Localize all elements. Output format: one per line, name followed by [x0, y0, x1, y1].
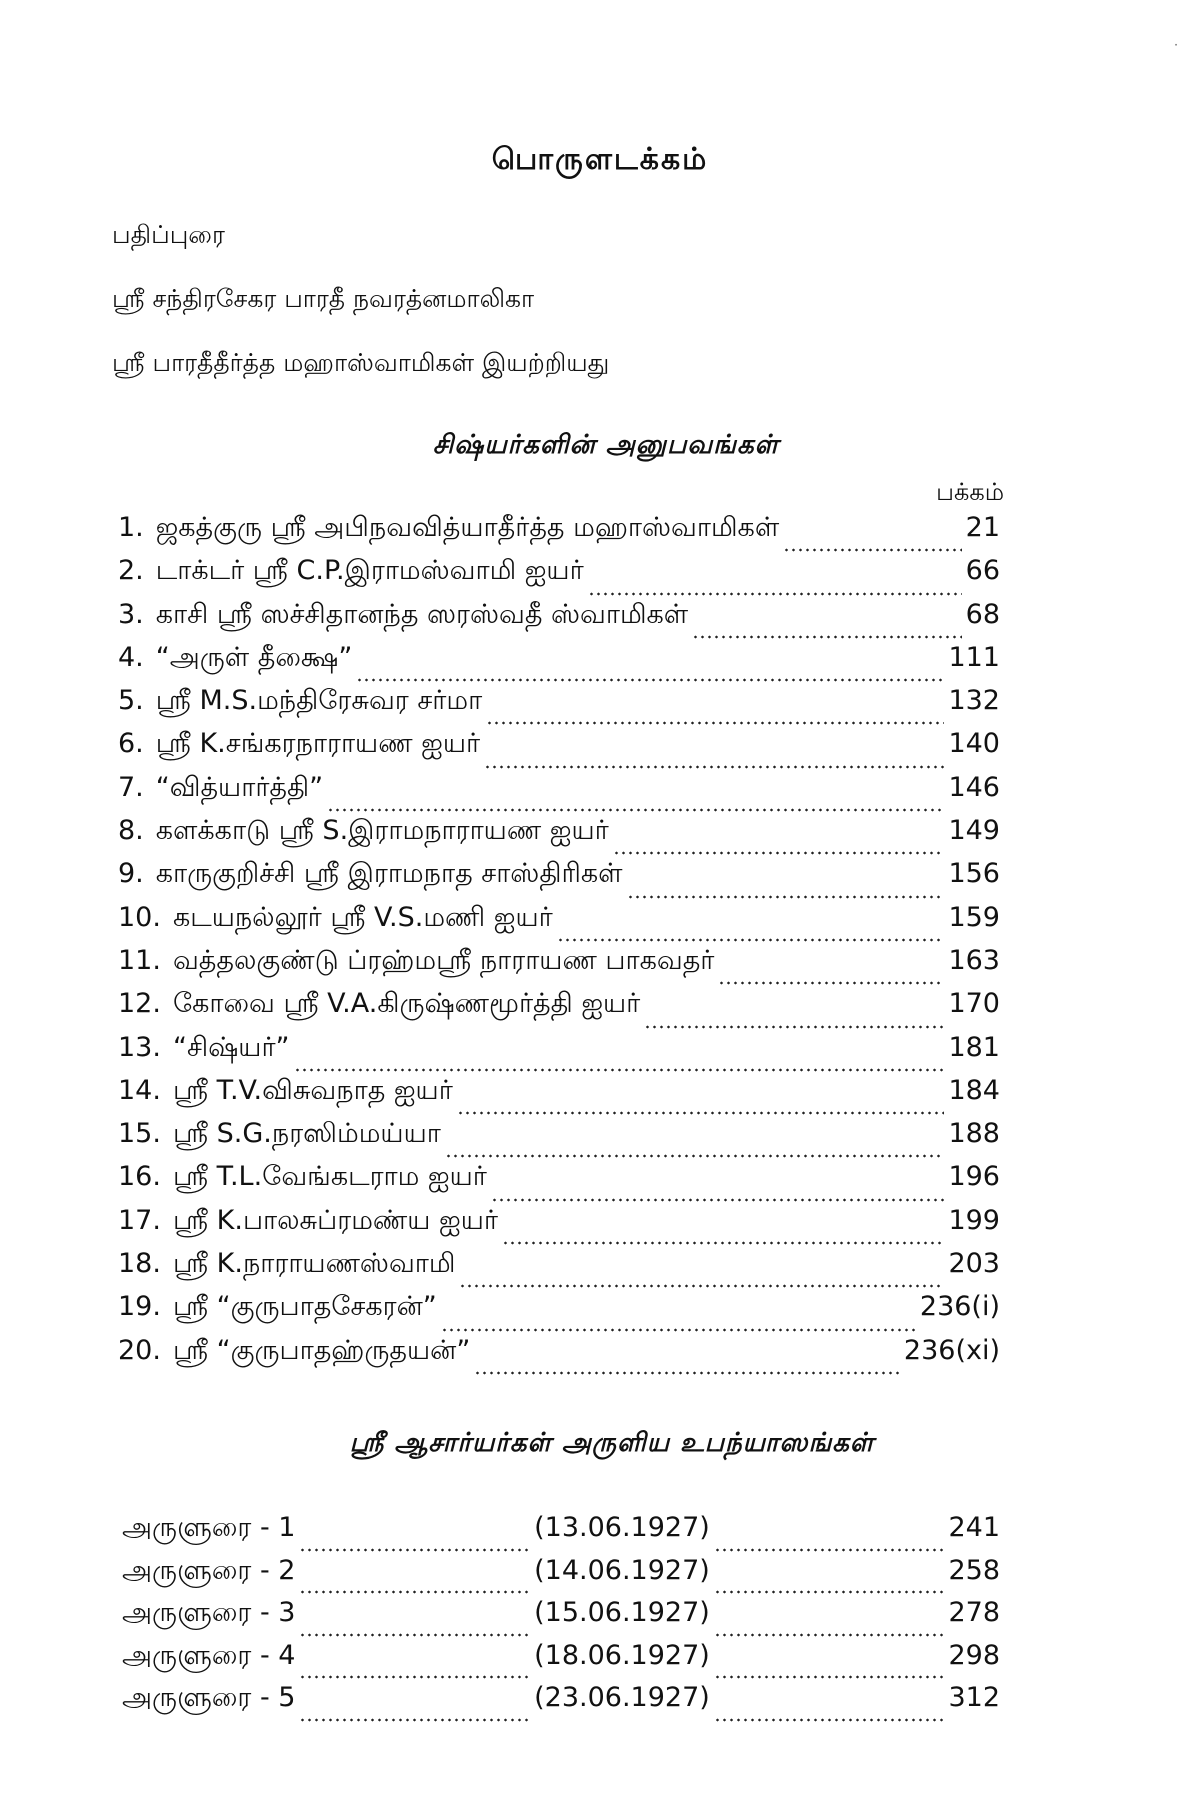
- discourse-list: [122, 1512, 1000, 1725]
- dot-leader: [441, 1313, 916, 1333]
- toc-entry: [118, 902, 1000, 945]
- discourse-page: 298: [948, 1639, 1001, 1671]
- toc-entry-number: 12.: [118, 988, 161, 1020]
- dot-leader: [627, 880, 945, 900]
- toc-entry-title: ஸ்ரீ T.L.வேங்கடராம ஐயர்: [172, 1161, 487, 1193]
- dot-leader: [714, 1575, 945, 1595]
- toc-entry: [118, 1161, 1000, 1204]
- section-heading-discourses: ஸ்ரீ ஆசார்யர்கள் அருளிய உபந்யாஸங்கள்: [349, 1428, 875, 1458]
- toc-entry-page: 66: [965, 555, 1000, 587]
- toc-entry-number: 8.: [118, 815, 144, 847]
- dot-leader: [714, 1703, 945, 1723]
- discourse-date: (15.06.1927): [534, 1597, 710, 1628]
- dot-leader: [294, 1053, 945, 1073]
- discourse-entry: [122, 1682, 1000, 1725]
- toc-entry-number: 15.: [118, 1118, 161, 1150]
- discourse-date: (14.06.1927): [534, 1554, 710, 1586]
- toc-entry-page: 170: [948, 988, 1000, 1020]
- toc-entry-page: 163: [948, 944, 1000, 976]
- dot-leader: [356, 663, 944, 683]
- dot-leader: [613, 836, 945, 856]
- dot-leader: [484, 750, 944, 770]
- toc-entry: [118, 512, 1000, 555]
- discourse-page: 258: [948, 1554, 1001, 1586]
- toc-entry-page: 159: [948, 901, 1000, 933]
- dot-leader: [557, 923, 945, 943]
- discourse-label: அருளுரை - 4: [122, 1639, 296, 1671]
- toc-entry-page: 188: [948, 1118, 1000, 1150]
- dot-leader: [299, 1618, 530, 1638]
- toc-entry: [118, 728, 1000, 771]
- toc-entry-title: “அருள் தீக்ஷை”: [155, 641, 353, 673]
- section-heading-disciples: சிஷ்யர்களின் அனுபவங்கள்: [432, 430, 780, 460]
- discourse-entry: [122, 1640, 1000, 1683]
- toc-entry-page: 140: [948, 728, 1000, 760]
- toc-entry-page: 203: [948, 1248, 1000, 1280]
- toc-entry-title: ஸ்ரீ K.சங்கரநாராயண ஐயர்: [155, 728, 481, 760]
- toc-entry-page: 236(i): [919, 1291, 1000, 1323]
- intro-item: ஸ்ரீ சந்திரசேகர பாரதீ நவரத்னமாலிகா: [112, 284, 535, 313]
- toc-entry-number: 16.: [118, 1161, 161, 1193]
- discourse-label: அருளுரை - 1: [122, 1512, 296, 1543]
- toc-entry-number: 9.: [118, 858, 144, 890]
- intro-item: பதிப்புரை: [112, 220, 225, 249]
- page-title: பொருளடக்கம்: [491, 142, 709, 177]
- toc-entry-number: 13.: [118, 1031, 161, 1063]
- toc-entry: [118, 1205, 1000, 1248]
- toc-entry: [118, 555, 1000, 598]
- toc-entry-title: வத்தலகுண்டு ப்ரஹ்மஸ்ரீ நாராயண பாகவதர்: [172, 944, 715, 976]
- toc-entry: [118, 815, 1000, 858]
- toc-entry-page: 199: [948, 1204, 1000, 1236]
- toc-entry-number: 3.: [118, 598, 144, 630]
- toc-entry-page: 21: [965, 512, 1000, 543]
- toc-entry-number: 1.: [118, 512, 144, 543]
- dot-leader: [327, 793, 944, 813]
- discourse-date: (23.06.1927): [534, 1682, 710, 1713]
- discourse-entry: [122, 1512, 1000, 1555]
- dot-leader: [299, 1660, 530, 1680]
- toc-entry: [118, 945, 1000, 988]
- dot-leader: [459, 1269, 944, 1289]
- toc-entry-number: 6.: [118, 728, 144, 760]
- toc-entry: [118, 858, 1000, 901]
- dot-leader: [783, 533, 961, 553]
- toc-entry-title: ஸ்ரீ K.பாலசுப்ரமண்ய ஐயர்: [172, 1204, 498, 1236]
- discourse-entry: [122, 1555, 1000, 1598]
- toc-entry-title: ஜகத்குரு ஸ்ரீ அபிநவவித்யாதீர்த்த மஹாஸ்வாமிகள்: [155, 512, 780, 543]
- page-column-label: பக்கம்: [936, 478, 1004, 506]
- toc-entry: [118, 642, 1000, 685]
- toc-entry: [118, 1032, 1000, 1075]
- discourse-page: 241: [948, 1512, 1001, 1543]
- discourse-label: அருளுரை - 2: [122, 1554, 296, 1586]
- dot-leader: [445, 1139, 945, 1159]
- toc-entry-number: 20.: [118, 1334, 161, 1366]
- dot-leader: [502, 1226, 944, 1246]
- toc-entry-title: கோவை ஸ்ரீ V.A.கிருஷ்ணமூர்த்தி ஐயர்: [172, 988, 641, 1020]
- toc-list: [118, 512, 1000, 1378]
- discourse-page: 312: [948, 1682, 1001, 1713]
- toc-entry-page: 68: [965, 598, 1000, 630]
- discourse-date: (13.06.1927): [534, 1512, 710, 1543]
- toc-entry-number: 11.: [118, 944, 161, 976]
- toc-entry-page: 111: [948, 641, 1000, 673]
- toc-entry-title: ஸ்ரீ S.G.நரஸிம்மய்யா: [172, 1118, 441, 1150]
- toc-entry-title: ஸ்ரீ K.நாராயணஸ்வாமி: [172, 1248, 456, 1280]
- toc-entry-title: காசி ஸ்ரீ ஸச்சிதானந்த ஸரஸ்வதீ ஸ்வாமிகள்: [155, 598, 689, 630]
- discourse-label: அருளுரை - 5: [122, 1682, 296, 1713]
- toc-entry: [118, 685, 1000, 728]
- dot-leader: [644, 1010, 944, 1030]
- intro-item: ஸ்ரீ பாரதீதீர்த்த மஹாஸ்வாமிகள் இயற்றியது: [112, 348, 610, 377]
- dot-leader: [714, 1618, 945, 1638]
- toc-entry-page: 181: [948, 1031, 1000, 1063]
- toc-entry-title: ஸ்ரீ T.V.விசுவநாத ஐயர்: [172, 1074, 453, 1106]
- toc-entry-page: 149: [948, 815, 1000, 847]
- discourse-page: 278: [948, 1597, 1001, 1628]
- toc-entry-page: 236(xi): [903, 1334, 1000, 1366]
- toc-entry-number: 18.: [118, 1248, 161, 1280]
- toc-entry: [118, 1118, 1000, 1161]
- toc-entry-title: ஸ்ரீ “குருபாதஹ்ருதயன்”: [172, 1334, 471, 1366]
- toc-entry-page: 196: [948, 1161, 1000, 1193]
- toc-entry: [118, 1075, 1000, 1118]
- toc-entry-number: 7.: [118, 771, 144, 803]
- toc-entry: [118, 599, 1000, 642]
- dot-leader: [714, 1533, 945, 1553]
- toc-entry-page: 184: [948, 1074, 1000, 1106]
- toc-entry: [118, 1248, 1000, 1291]
- intro-list: [112, 215, 609, 407]
- dot-leader: [588, 577, 962, 597]
- toc-entry-title: ஸ்ரீ M.S.மந்திரேசுவர சர்மா: [155, 685, 483, 717]
- discourse-entry: [122, 1597, 1000, 1640]
- dot-leader: [299, 1703, 530, 1723]
- toc-entry-number: 2.: [118, 555, 144, 587]
- toc-entry-page: 156: [948, 858, 1000, 890]
- toc-entry-title: கடயநல்லூர் ஸ்ரீ V.S.மணி ஐயர்: [172, 901, 553, 933]
- dot-leader: [299, 1533, 530, 1553]
- toc-entry-title: “வித்யார்த்தி”: [155, 771, 324, 803]
- toc-entry: [118, 988, 1000, 1031]
- toc-entry: [118, 1335, 1000, 1378]
- toc-entry-page: 132: [948, 685, 1000, 717]
- toc-entry: [118, 1291, 1000, 1334]
- dot-leader: [692, 620, 961, 640]
- toc-entry-number: 19.: [118, 1291, 161, 1323]
- toc-entry: [118, 772, 1000, 815]
- toc-entry-title: டாக்டர் ஸ்ரீ C.P.இராமஸ்வாமி ஐயர்: [155, 555, 584, 587]
- dot-leader: [718, 966, 944, 986]
- dot-leader: [714, 1660, 945, 1680]
- toc-entry-number: 4.: [118, 641, 144, 673]
- toc-entry-number: 14.: [118, 1074, 161, 1106]
- dot-leader: [457, 1096, 945, 1116]
- toc-entry-number: 10.: [118, 901, 161, 933]
- dot-leader: [491, 1183, 945, 1203]
- discourse-label: அருளுரை - 3: [122, 1597, 296, 1628]
- toc-entry-title: ஸ்ரீ “குருபாதசேகரன்”: [172, 1291, 437, 1323]
- toc-entry-page: 146: [948, 771, 1000, 803]
- dot-leader: [474, 1356, 900, 1376]
- toc-entry-title: காருகுறிச்சி ஸ்ரீ இராமநாத சாஸ்திரிகள்: [155, 858, 623, 890]
- toc-entry-number: 5.: [118, 685, 144, 717]
- toc-entry-title: களக்காடு ஸ்ரீ S.இராமநாராயண ஐயர்: [155, 815, 609, 847]
- discourse-date: (18.06.1927): [534, 1639, 710, 1671]
- corner-mark: ·: [1174, 38, 1178, 52]
- dot-leader: [299, 1575, 530, 1595]
- dot-leader: [486, 706, 944, 726]
- toc-entry-title: “சிஷ்யர்”: [172, 1031, 290, 1063]
- toc-entry-number: 17.: [118, 1204, 161, 1236]
